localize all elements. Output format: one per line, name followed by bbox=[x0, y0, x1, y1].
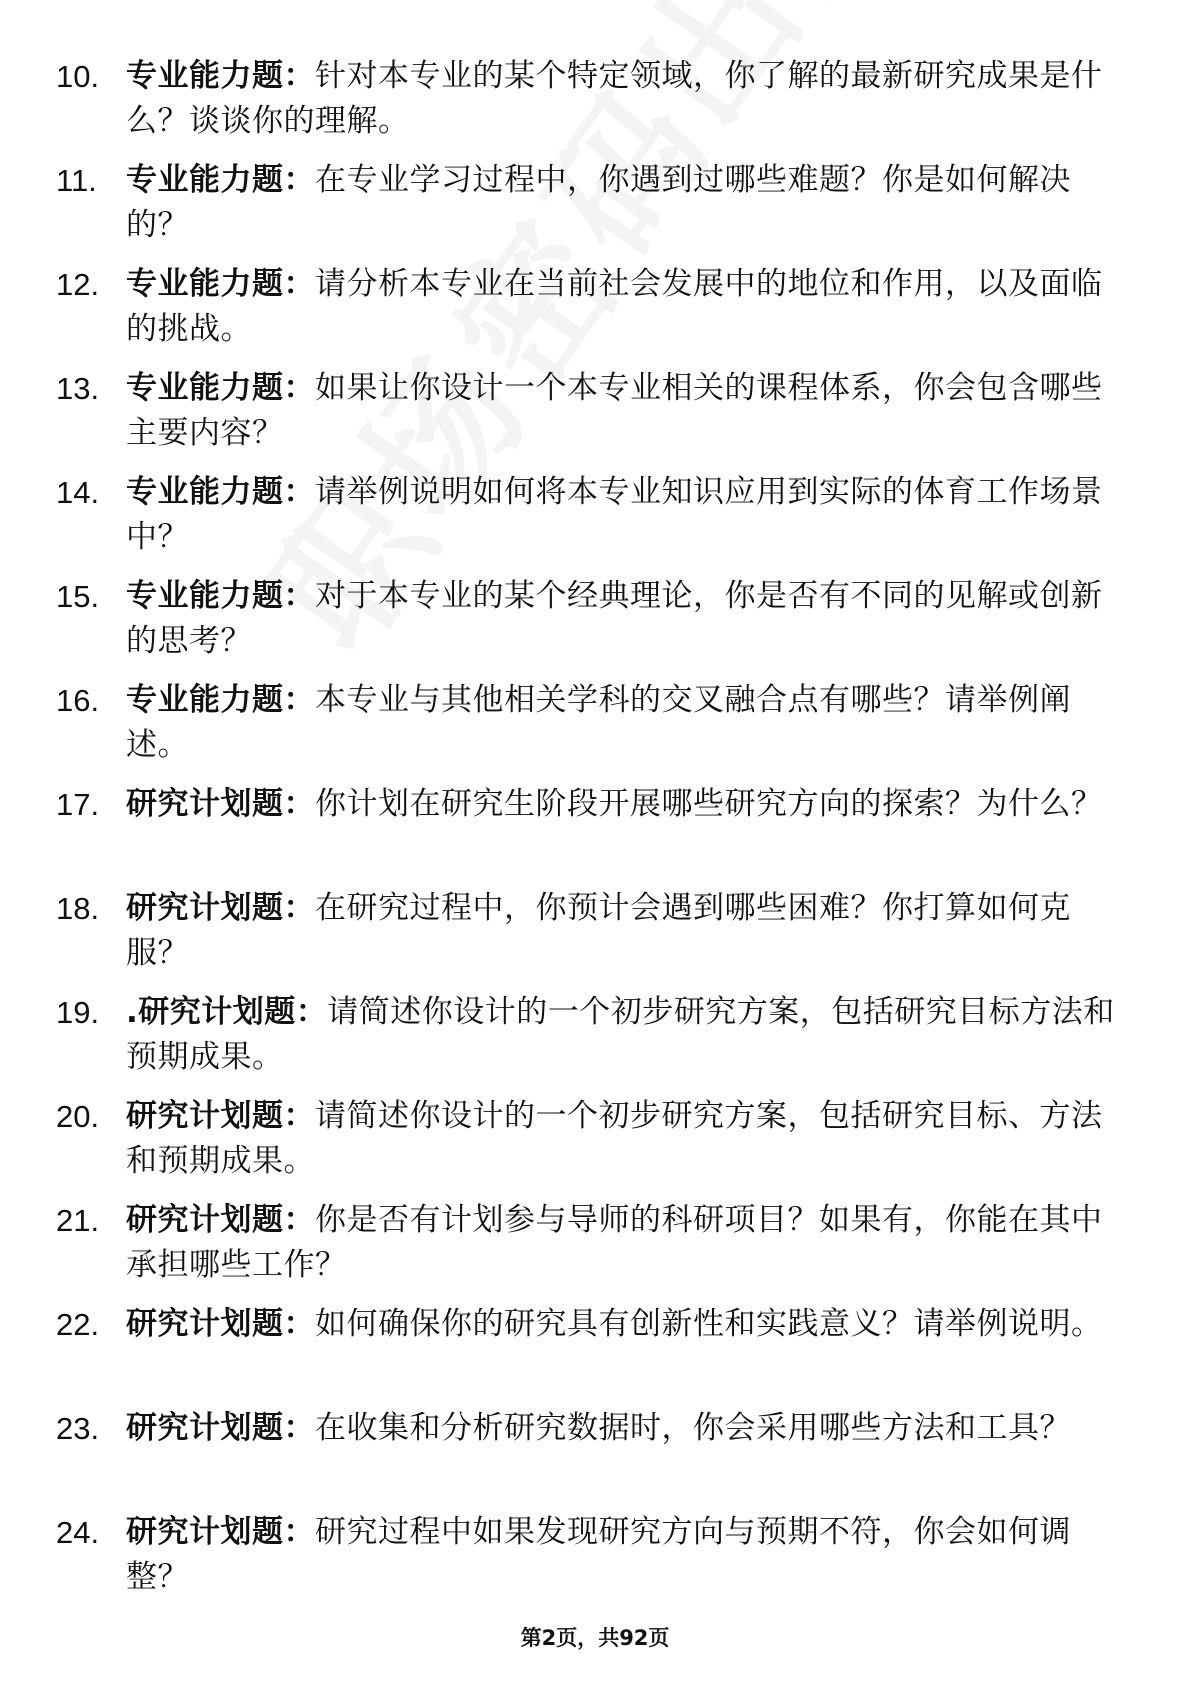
question-number: 12. bbox=[56, 267, 100, 302]
question-body: 在研究过程中，你预计会遇到哪些困难？你打算如何克服？ bbox=[126, 890, 1071, 971]
question-number: 11. bbox=[56, 163, 97, 198]
question-body: 本专业与其他相关学科的交叉融合点有哪些？请举例阐述。 bbox=[126, 682, 1071, 763]
question-body: 针对本专业的某个特定领域，你了解的最新研究成果是什么？谈谈你的理解。 bbox=[126, 58, 1103, 139]
question-category: 专业能力题： bbox=[126, 578, 315, 614]
page-number-footer: 第2页，共92页 bbox=[520, 1626, 670, 1650]
question-category: .研究计划题： bbox=[126, 994, 328, 1030]
question-item bbox=[0, 1094, 1190, 1198]
question-text bbox=[126, 886, 1126, 976]
question-text bbox=[126, 470, 1126, 560]
question-text bbox=[126, 54, 1126, 144]
question-number: 19. bbox=[56, 995, 100, 1030]
question-text bbox=[126, 782, 1126, 827]
question-category: 专业能力题： bbox=[126, 266, 315, 302]
question-item bbox=[0, 886, 1190, 990]
question-text bbox=[126, 990, 1126, 1080]
question-item bbox=[0, 158, 1190, 262]
question-text bbox=[126, 1302, 1126, 1347]
question-item bbox=[0, 1302, 1190, 1406]
question-number: 18. bbox=[56, 891, 100, 926]
question-body: 对于本专业的某个经典理论，你是否有不同的见解或创新的思考？ bbox=[126, 578, 1103, 659]
question-body: 研究过程中如果发现研究方向与预期不符，你会如何调整？ bbox=[126, 1514, 1071, 1595]
question-item bbox=[0, 782, 1190, 886]
question-item bbox=[0, 470, 1190, 574]
question-category: 研究计划题： bbox=[126, 1306, 315, 1342]
question-body: 请分析本专业在当前社会发展中的地位和作用，以及面临的挑战。 bbox=[126, 266, 1103, 347]
question-category: 研究计划题： bbox=[126, 1410, 315, 1446]
question-number: 17. bbox=[56, 787, 100, 822]
question-item bbox=[0, 1510, 1190, 1614]
question-item bbox=[0, 678, 1190, 782]
question-category: 研究计划题： bbox=[126, 1202, 315, 1238]
question-text bbox=[126, 158, 1126, 248]
question-body: 在专业学习过程中，你遇到过哪些难题？你是如何解决的？ bbox=[126, 162, 1071, 243]
question-number: 23. bbox=[56, 1411, 100, 1446]
question-list bbox=[0, 54, 1190, 1614]
question-text bbox=[126, 1406, 1126, 1451]
question-number: 22. bbox=[56, 1307, 100, 1342]
question-category: 研究计划题： bbox=[126, 890, 315, 926]
question-item bbox=[0, 574, 1190, 678]
question-item bbox=[0, 990, 1190, 1094]
question-body: 在收集和分析研究数据时，你会采用哪些方法和工具？ bbox=[315, 1410, 1071, 1446]
question-item bbox=[0, 1406, 1190, 1510]
question-number: 14. bbox=[56, 475, 100, 510]
question-text bbox=[126, 574, 1126, 664]
question-number: 16. bbox=[56, 683, 100, 718]
question-text bbox=[126, 678, 1126, 768]
question-body: 请简述你设计的一个初步研究方案，包括研究目标、方法和预期成果。 bbox=[126, 1098, 1103, 1179]
question-number: 13. bbox=[56, 371, 100, 406]
question-item bbox=[0, 262, 1190, 366]
question-category: 研究计划题： bbox=[126, 1514, 315, 1550]
question-body: 请简述你设计的一个初步研究方案，包括研究目标方法和预期成果。 bbox=[126, 994, 1115, 1075]
question-category: 专业能力题： bbox=[126, 474, 315, 510]
question-text bbox=[126, 366, 1126, 456]
question-number: 20. bbox=[56, 1099, 100, 1134]
question-category: 专业能力题： bbox=[126, 370, 315, 406]
question-body: 你是否有计划参与导师的科研项目？如果有，你能在其中承担哪些工作？ bbox=[126, 1202, 1103, 1283]
question-body: 如果让你设计一个本专业相关的课程体系，你会包含哪些主要内容？ bbox=[126, 370, 1103, 451]
question-body: 如何确保你的研究具有创新性和实践意义？请举例说明。 bbox=[315, 1306, 1103, 1342]
question-item bbox=[0, 366, 1190, 470]
question-item bbox=[0, 1198, 1190, 1302]
question-category: 专业能力题： bbox=[126, 682, 315, 718]
question-category: 研究计划题： bbox=[126, 1098, 315, 1134]
question-category: 研究计划题： bbox=[126, 786, 315, 822]
question-text bbox=[126, 1094, 1126, 1184]
question-body: 你计划在研究生阶段开展哪些研究方向的探索？为什么？ bbox=[315, 786, 1103, 822]
question-category: 专业能力题： bbox=[126, 162, 315, 198]
question-item bbox=[0, 54, 1190, 158]
question-category: 专业能力题： bbox=[126, 58, 315, 94]
question-number: 24. bbox=[56, 1515, 100, 1550]
question-number: 21. bbox=[56, 1203, 100, 1238]
question-number: 15. bbox=[56, 579, 100, 614]
question-body: 请举例说明如何将本专业知识应用到实际的体育工作场景中？ bbox=[126, 474, 1103, 555]
question-text bbox=[126, 262, 1126, 352]
question-text bbox=[126, 1510, 1126, 1600]
question-text bbox=[126, 1198, 1126, 1288]
question-number: 10. bbox=[56, 59, 100, 94]
